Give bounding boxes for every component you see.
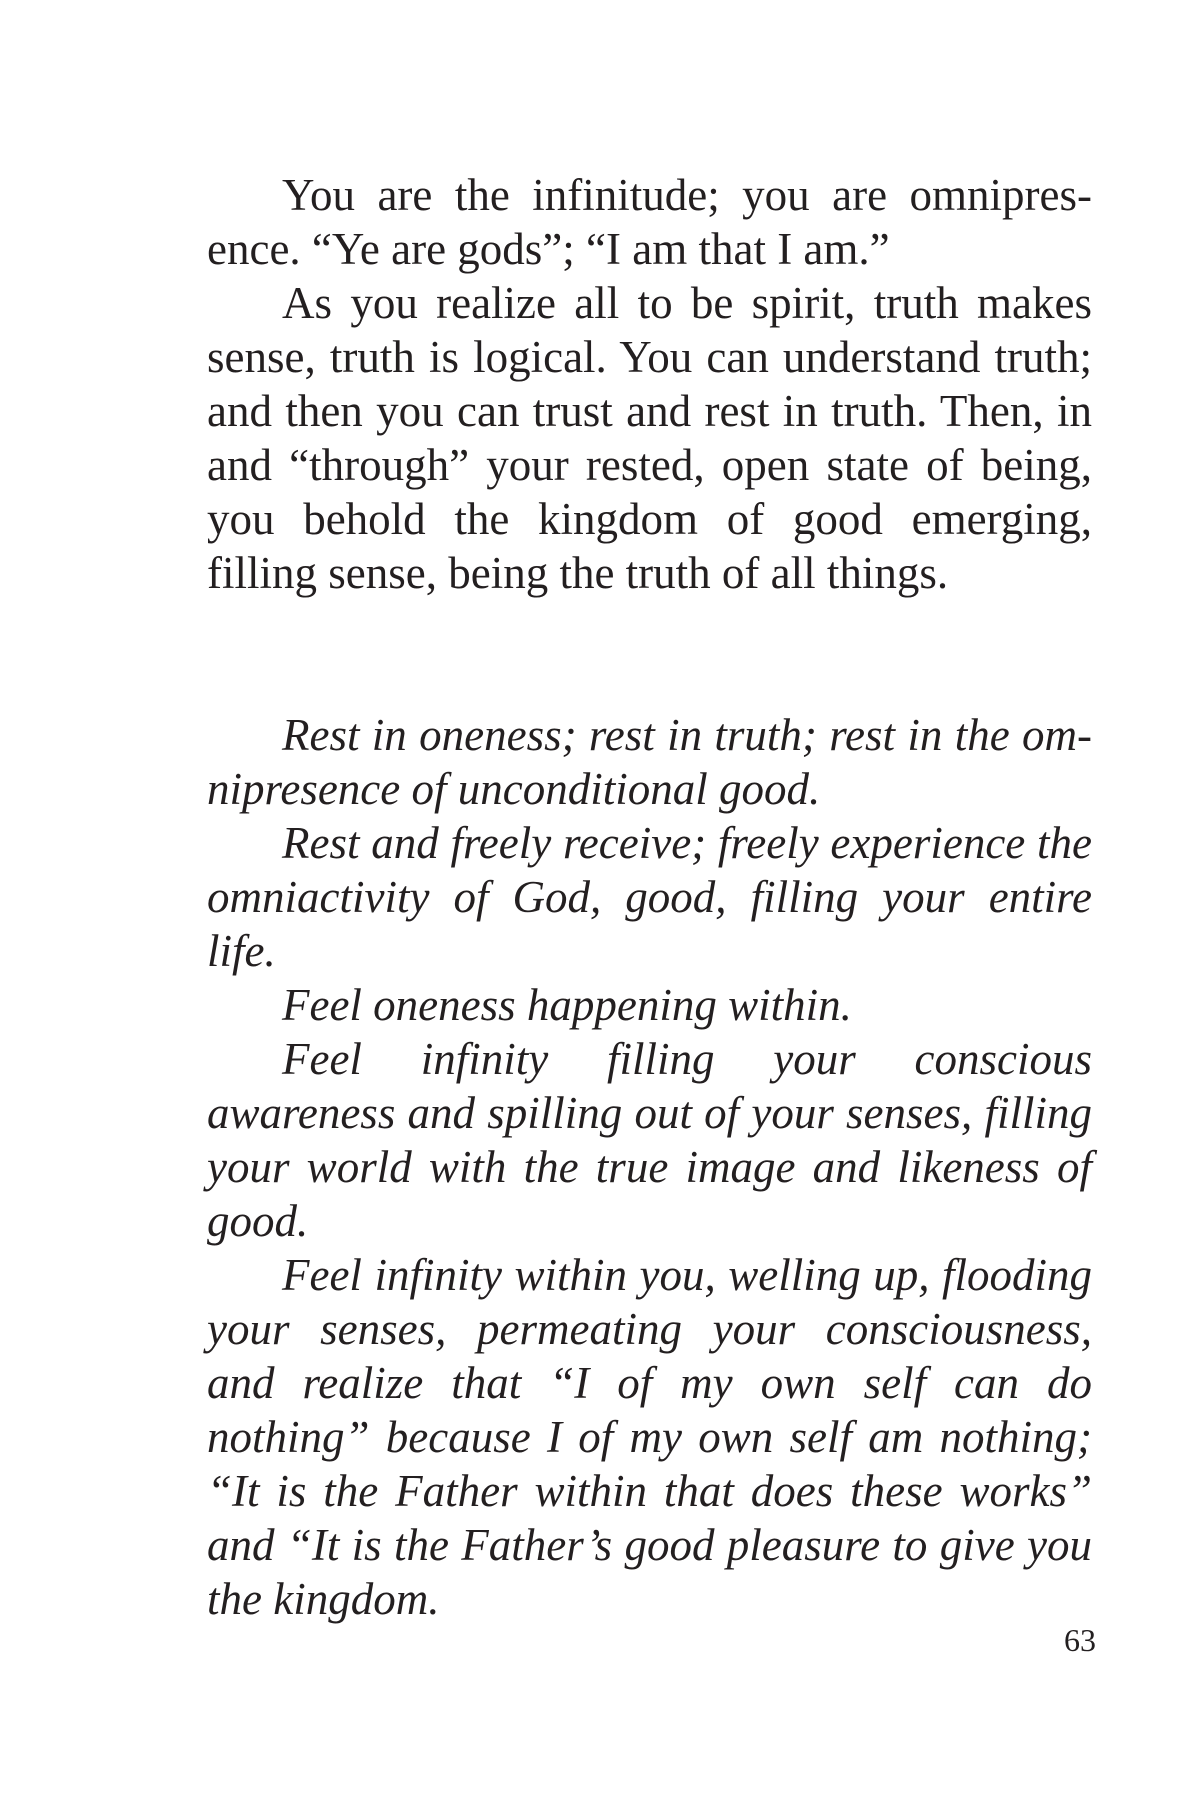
page-number: 63 <box>1064 1622 1096 1658</box>
meditation-paragraph: Feel infinity filling your conscious awareness and spilling out of your senses, filling your world with the true image and likeness of good. <box>207 1034 1092 1246</box>
meditation-paragraph: Feel oneness happening within. <box>282 980 852 1030</box>
body-paragraph: As you realize all to be spirit, truth makes sense, truth is logical. You can understand truth; and then you can trust and rest in truth. Then, in and “through” your rested, open state of being, you behold the kingdom of good emerging, filling sense, being the truth of all things. <box>207 278 1092 598</box>
body-paragraph: You are the infinitude; you are omnipresence. “Ye are gods”; “I am that I am.” <box>207 170 1092 274</box>
body-text <box>207 168 1092 600</box>
meditation-text <box>207 708 1092 1626</box>
meditation-paragraph: Rest and freely receive; freely experience the omniactivity of God, good, filling your entire life. <box>207 818 1092 976</box>
meditation-paragraph: Feel infinity within you, welling up, flooding your senses, permeating your consciousness, and realize that “I of my own self can do nothing” because I of my own self am nothing; “It is the Father within that does these works” and “It is the Father’s good pleasure to give you the kingdom. <box>207 1250 1092 1624</box>
meditation-paragraph: Rest in oneness; rest in truth; rest in the omnipresence of unconditional good. <box>207 710 1092 814</box>
